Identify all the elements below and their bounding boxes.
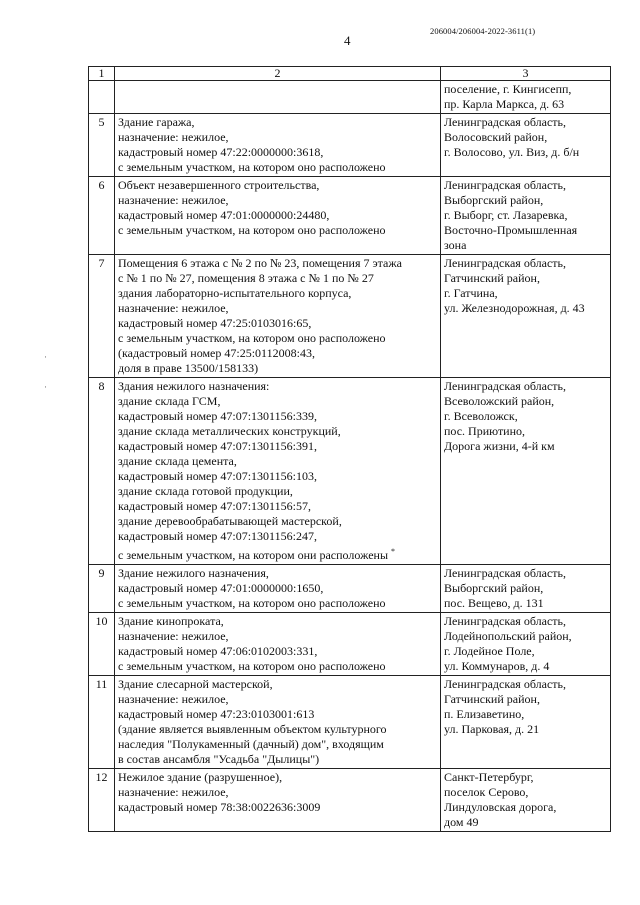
description-line: кадастровый номер 47:07:1301156:339, (118, 409, 317, 423)
asterisk-mark: * (391, 547, 396, 556)
description-line: с земельным участком, на котором оно расположено (118, 331, 386, 345)
property-address (441, 177, 611, 255)
description-line: с земельным участком, на котором оно расположено (118, 160, 386, 174)
address-line: ул. Коммунаров, д. 4 (444, 659, 550, 673)
description-line: с земельным участком, на котором оно расположено (118, 659, 386, 673)
description-line: здание склада готовой продукции, (118, 484, 293, 498)
description-line: кадастровый номер 47:01:0000000:24480, (118, 208, 330, 222)
address-line: пр. Карла Маркса, д. 63 (444, 97, 565, 111)
description-line: Объект незавершенного строительства, (118, 178, 320, 192)
address-line: пос. Вещево, д. 131 (444, 596, 544, 610)
description-line: назначение: нежилое, (118, 785, 229, 799)
address-line: Ленинградская область, (444, 379, 566, 393)
description-line: Здание нежилого назначения, (118, 566, 269, 580)
description-line: Здание кинопроката, (118, 614, 224, 628)
table-header-row (89, 67, 611, 81)
table-row (89, 676, 611, 769)
property-description (115, 565, 441, 613)
address-line: Всеволожский район, (444, 394, 555, 408)
description-line: кадастровый номер 47:22:0000000:3618, (118, 145, 324, 159)
property-address (441, 565, 611, 613)
address-line: Ленинградская область, (444, 115, 566, 129)
address-line: п. Елизаветино, (444, 707, 525, 721)
description-line: с земельным участком, на котором оно расположено (118, 223, 386, 237)
property-address (441, 81, 611, 114)
description-line: кадастровый номер 47:25:0103016:65, (118, 316, 312, 330)
property-address (441, 255, 611, 378)
description-line: назначение: нежилое, (118, 629, 229, 643)
description-line: кадастровый номер 47:07:1301156:103, (118, 469, 317, 483)
table-row (89, 114, 611, 177)
property-address (441, 676, 611, 769)
address-line: г. Всеволожск, (444, 409, 518, 423)
margin-marks: · · (44, 352, 47, 392)
address-line: поселение, г. Кингисепп, (444, 82, 572, 96)
address-line: зона (444, 238, 467, 252)
description-line: здание деревообрабатывающей мастерской, (118, 514, 342, 528)
property-description (115, 81, 441, 114)
address-line: Восточно-Промышленная (444, 223, 578, 237)
description-line: назначение: нежилое, (118, 130, 229, 144)
address-line: Гатчинский район, (444, 271, 540, 285)
address-line: Лодейнопольский район, (444, 629, 572, 643)
description-line: Помещения 6 этажа с № 2 по № 23, помещения 7 этажа (118, 256, 402, 270)
page-number: 4 (344, 33, 351, 48)
description-line: кадастровый номер 47:23:0103001:613 (118, 707, 315, 721)
description-line: назначение: нежилое, (118, 692, 229, 706)
address-line: Выборгский район, (444, 581, 544, 595)
row-number: 9 (89, 565, 115, 613)
address-line: ул. Парковая, д. 21 (444, 722, 540, 736)
property-address (441, 378, 611, 565)
description-line: (кадастровый номер 47:25:0112008:43, (118, 346, 315, 360)
address-line: Санкт-Петербург, (444, 770, 534, 784)
address-line: Волосовский район, (444, 130, 548, 144)
address-line: г. Гатчина, (444, 286, 498, 300)
description-line: кадастровый номер 47:07:1301156:391, (118, 439, 317, 453)
table-row (89, 769, 611, 832)
address-line: Ленинградская область, (444, 677, 566, 691)
property-description (115, 769, 441, 832)
description-line: здание склада ГСМ, (118, 394, 221, 408)
address-line: поселок Серово, (444, 785, 529, 799)
address-line: г. Лодейное Поле, (444, 644, 535, 658)
description-line: здание склада металлических конструкций, (118, 424, 341, 438)
document-id: 206004/206004-2022-3611(1) (430, 26, 536, 36)
address-line: Ленинградская область, (444, 614, 566, 628)
property-address (441, 613, 611, 676)
row-number: 6 (89, 177, 115, 255)
description-line: кадастровый номер 47:07:1301156:57, (118, 499, 311, 513)
description-line: доля в праве 13500/158133) (118, 361, 259, 375)
property-address (441, 114, 611, 177)
property-description (115, 255, 441, 378)
property-table (88, 66, 611, 832)
address-line: г. Выборг, ст. Лазаревка, (444, 208, 568, 222)
description-line: назначение: нежилое, (118, 193, 229, 207)
table-row (89, 613, 611, 676)
row-number: 8 (89, 378, 115, 565)
property-address (441, 769, 611, 832)
table-row (89, 177, 611, 255)
description-line: наследия "Полукаменный (дачный) дом", входящим (118, 737, 384, 751)
description-line: в состав ансамбля "Усадьба "Дылицы") (118, 752, 320, 766)
description-line: кадастровый номер 78:38:0022636:3009 (118, 800, 321, 814)
address-line: Ленинградская область, (444, 256, 566, 270)
row-number: 10 (89, 613, 115, 676)
address-line: дом 49 (444, 815, 479, 829)
row-number: 7 (89, 255, 115, 378)
address-line: Дорога жизни, 4-й км (444, 439, 555, 453)
property-description (115, 114, 441, 177)
row-number: 5 (89, 114, 115, 177)
description-line: Здание гаража, (118, 115, 195, 129)
description-line: (здание является выявленным объектом культурного (118, 722, 387, 736)
description-line: с земельным участком, на котором они расположены (118, 548, 389, 562)
row-number: 11 (89, 676, 115, 769)
table-row (89, 378, 611, 565)
description-line: здания лабораторно-испытательного корпуса, (118, 286, 352, 300)
address-line: Гатчинский район, (444, 692, 540, 706)
address-line: ул. Железнодорожная, д. 43 (444, 301, 585, 315)
description-line: с земельным участком, на котором оно расположено (118, 596, 386, 610)
property-description (115, 613, 441, 676)
property-description (115, 378, 441, 565)
property-description (115, 676, 441, 769)
column-header-1: 1 (89, 67, 115, 81)
property-description (115, 177, 441, 255)
description-line: с № 1 по № 27, помещения 8 этажа с № 1 по № 27 (118, 271, 374, 285)
address-line: Ленинградская область, (444, 178, 566, 192)
description-line: Здание слесарной мастерской, (118, 677, 273, 691)
address-line: Выборгский район, (444, 193, 544, 207)
column-header-2: 2 (115, 67, 441, 81)
row-number (89, 81, 115, 114)
address-line: пос. Приютино, (444, 424, 526, 438)
description-line: кадастровый номер 47:01:0000000:1650, (118, 581, 324, 595)
description-line: назначение: нежилое, (118, 301, 229, 315)
description-line: кадастровый номер 47:07:1301156:247, (118, 529, 317, 543)
description-line: Здания нежилого назначения: (118, 379, 270, 393)
description-line: здание склада цемента, (118, 454, 237, 468)
address-line: Ленинградская область, (444, 566, 566, 580)
column-header-3: 3 (441, 67, 611, 81)
description-line: Нежилое здание (разрушенное), (118, 770, 283, 784)
table-row (89, 565, 611, 613)
description-line: кадастровый номер 47:06:0102003:331, (118, 644, 318, 658)
table-row (89, 255, 611, 378)
address-line: Линдуловская дорога, (444, 800, 557, 814)
table-row (89, 81, 611, 114)
address-line: г. Волосово, ул. Виз, д. б/н (444, 145, 580, 159)
row-number: 12 (89, 769, 115, 832)
